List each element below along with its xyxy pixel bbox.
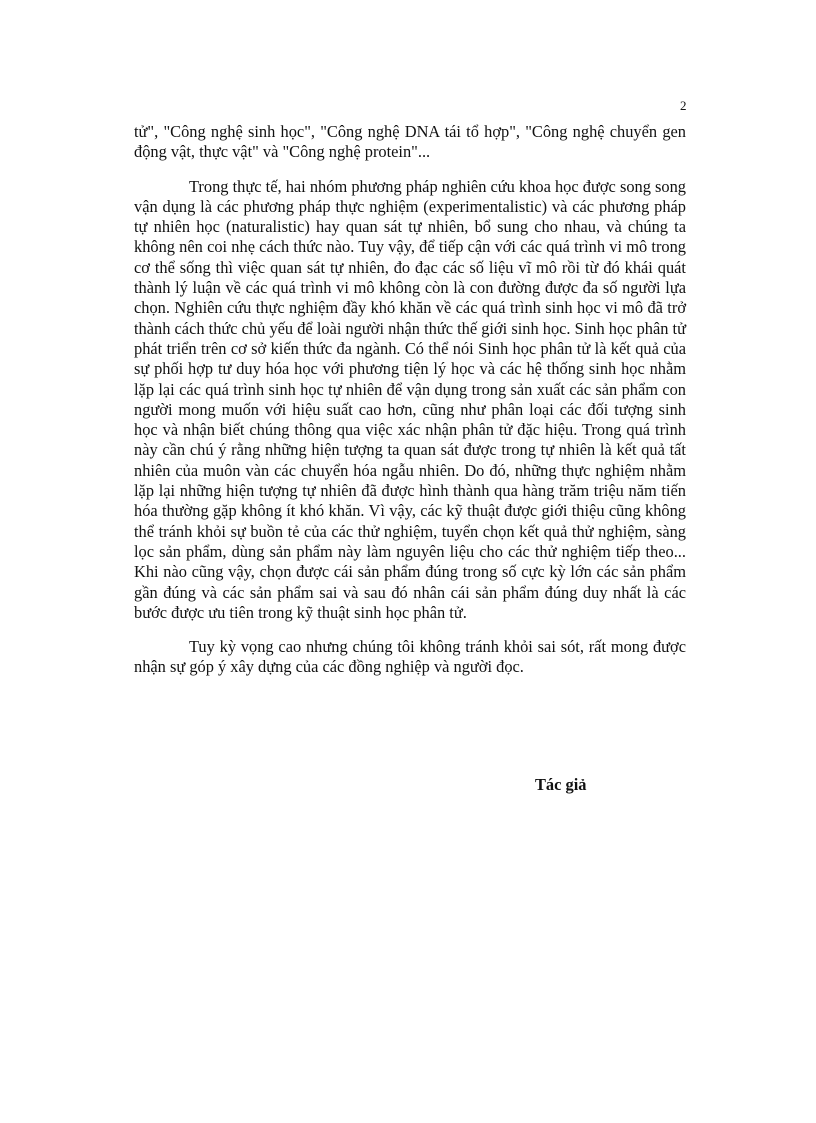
paragraph-closing: Tuy kỳ vọng cao nhưng chúng tôi không tránh khỏi sai sót, rất mong được nhận sự góp ý xây dựng của các đồng nghiệp và người đọc. (134, 637, 686, 677)
author-signature: Tác giả (535, 775, 587, 794)
paragraph-main: Trong thực tế, hai nhóm phương pháp nghiên cứu khoa học được song song vận dụng là các phương pháp thực nghiệm (experimentalistic) và các phương pháp tự nhiên học (naturalistic) hay quan sát tự nhiên, bổ sung cho nhau, và chúng ta không nên coi nhẹ cách thức nào. Tuy vậy, để tiếp cận với các quá trình vi mô trong cơ thể sống thì việc quan sát tự nhiên, đo đạc các số liệu vĩ mô rồi từ đó khái quát thành lý luận về các quá trình vi mô không còn là con đường được đa số người lựa chọn. Nghiên cứu thực nghiệm đầy khó khăn về các quá trình sinh học vi mô đã trở thành cách thức chủ yếu để loài người nhận thức thế giới sinh học. Sinh học phân tử phát triển trên cơ sở kiến thức đa ngành. Có thể nói Sinh học phân tử là kết quả của sự phối hợp tư duy hóa học với phương tiện lý học và các hệ thống sinh học nhằm lặp lại các quá trình sinh học tự nhiên để vận dụng trong sản xuất các sản phẩm con người mong muốn với hiệu suất cao hơn, cũng như phân loại các đối tượng sinh học và nhận biết chúng thông qua việc xác nhận phân tử đặc hiệu. Trong quá trình này cần chú ý rằng những hiện tượng ta quan sát được trong tự nhiên là kết quả tất nhiên của muôn vàn các chuyển hóa ngẫu nhiên. Do đó, những thực nghiệm nhằm lặp lại những hiện tượng tự nhiên đã được hình thành qua hàng trăm triệu năm tiến hóa thường gặp không ít khó khăn. Vì vậy, các kỹ thuật được giới thiệu cũng không thể tránh khỏi sự buồn tẻ của các thử nghiệm, tuyển chọn kết quả thử nghiệm, sàng lọc sản phẩm, dùng sản phẩm này làm nguyên liệu cho các thử nghiệm tiếp theo... Khi nào cũng vậy, chọn được cái sản phẩm đúng trong số cực kỳ lớn các sản phẩm gần đúng và các sản phẩm sai và sau đó nhân cái sản phẩm đúng duy nhất là các bước được ưu tiên trong kỹ thuật sinh học phân tử. (134, 176, 686, 622)
body-text (134, 122, 686, 678)
paragraph-continuation: tử", "Công nghệ sinh học", "Công nghệ DNA tái tổ hợp", "Công nghệ chuyển gen động vật, thực vật" và "Công nghệ protein"... (134, 122, 686, 162)
page-number: 2 (680, 98, 687, 113)
